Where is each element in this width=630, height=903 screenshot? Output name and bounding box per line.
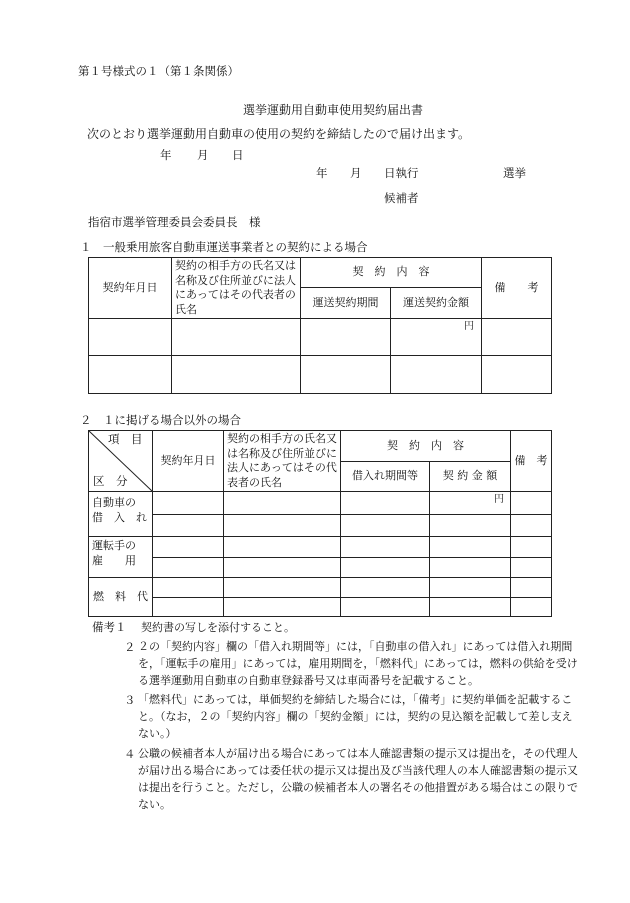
- t2-header-amount: 契 約 金 額: [442, 469, 498, 483]
- note-4-number: ４: [124, 747, 136, 761]
- submit-year-label: 年: [160, 148, 172, 162]
- t2-header-period: 借入れ期間等: [352, 469, 418, 483]
- t2-header-contract-date: 契約年月日: [160, 453, 216, 467]
- t1-header-amount: 運送契約金額: [403, 295, 469, 309]
- t2-header-item: 項 目: [108, 432, 143, 446]
- document-title: 選挙運動用自動車使用契約届出書: [243, 103, 424, 117]
- t2-row-label-driver: 運転手の 雇 用: [92, 539, 136, 567]
- form-number: 第１号様式の１（第１条関係）: [78, 64, 239, 78]
- note-1-text: 契約書の写しを添付すること。: [141, 621, 295, 634]
- election-day-exec-label: 日執行: [384, 166, 419, 180]
- t1-header-party: 契約の相手方の氏名又は名称及び住所並びに法人にあってはその代表者の氏名: [175, 259, 296, 316]
- note-2-number: ２: [124, 640, 136, 654]
- note-2-text: ２の「契約内容」欄の「借入れ期間等」には，「自動車の借入れ」にあっては借入れ期間を，「運転手の雇用」にあっては，雇用期間を，「燃料代」にあっては，燃料の供給を受ける選挙運動用自動車の自動車登録番号又は車両番号を記載すること。: [138, 640, 578, 688]
- t2-header-party: 契約の相手方の氏名又は名称及び住所並びに法人にあってはその代表者の氏名: [227, 432, 337, 489]
- t2-header-category: 区 分: [93, 474, 128, 488]
- t1-header-contract-date: 契約年月日: [102, 280, 158, 294]
- section1-heading: １ 一般乗用旅客自動車運送事業者との契約による場合: [80, 240, 368, 254]
- election-label: 選挙: [503, 166, 526, 180]
- section2-heading: ２ １に掲げる場合以外の場合: [80, 413, 241, 427]
- note-1-number: 備考１: [92, 620, 127, 634]
- note-3-number: ３: [124, 693, 136, 707]
- addressee: 指宿市選挙管理委員会委員長 様: [88, 215, 261, 229]
- submit-month-label: 月: [197, 148, 209, 162]
- t1-header-content: 契 約 内 容: [352, 265, 430, 279]
- candidate-label: 候補者: [384, 191, 419, 205]
- t2-header-remarks: 備 考: [514, 453, 548, 467]
- t2-row-label-fuel: 燃 料 代: [93, 589, 148, 603]
- election-year-label: 年: [316, 166, 328, 180]
- note-3-text: 「燃料代」にあっては，単価契約を締結した場合には，「備考」に契約単価を記載すること。（なお，２の「契約内容」欄の「契約金額」には，契約の見込額を記載して差し支えない。）: [138, 693, 573, 741]
- t2-row-label-car-rental: 自動車の 借 入 れ: [92, 496, 147, 524]
- election-month-label: 月: [350, 166, 362, 180]
- t2-header-content: 契 約 内 容: [387, 438, 464, 452]
- t1-header-period: 運送契約期間: [312, 295, 379, 309]
- submit-day-label: 日: [232, 148, 244, 162]
- note-4-text: 公職の候補者本人が届け出る場合にあっては本人確認書類の提示又は提出を，その代理人が届け出る場合にあっては委任状の提示又は提出及び当該代理人の本人確認書類の提示又は提出を行うこと。ただし，公職の候補者本人の署名その他措置がある場合はこの限りでない。: [138, 747, 578, 812]
- intro-text: 次のとおり選挙運動用自動車の使用の契約を締結したので届け出ます。: [87, 127, 471, 141]
- t1-header-remarks: 備 考: [494, 280, 539, 294]
- t2-unit-yen: 円: [494, 494, 504, 505]
- t1-unit-yen: 円: [464, 321, 474, 332]
